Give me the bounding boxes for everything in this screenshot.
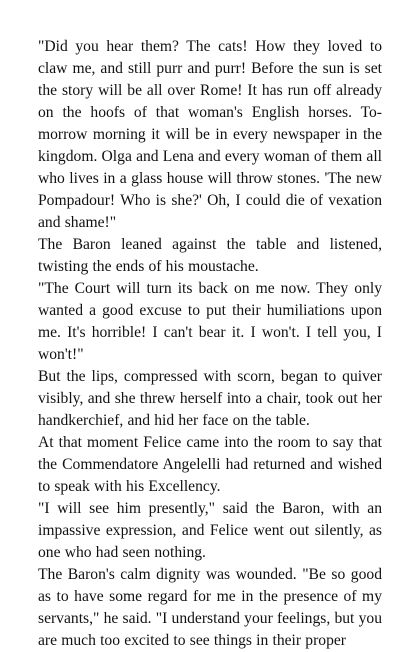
paragraph-baron-replies: "I will see him presently," said the Baron, with an impassive expression, and Felice went out silently, as one who had seen nothing.: [38, 500, 382, 561]
paragraph-cats-speech: "Did you hear them? The cats! How they loved to claw me, and still purr and purr! Before the sun is set the story will be all over Rome! It has run off already on the hoofs of that woman's English horses. To-morrow morning it will be in every newspaper in the kingdom. Olga and Lena and every woman of them all who lives in a glass house will throw stones. 'The new Pompadour! Who is she?' Oh, I could die of vexation and shame!": [38, 38, 382, 231]
paragraph-baron-dignity: The Baron's calm dignity was wounded. "Be so good as to have some regard for me in the presence of my servants," he said. "I understand your feelings, but you are much too excited to see things in their proper: [38, 566, 382, 649]
paragraph-court-speech: "The Court will turn its back on me now. They only wanted a good excuse to put their humiliations upon me. It's horrible! I can't bear it. I won't. I tell you, I won't!": [38, 280, 382, 363]
paragraph-felice-enters: At that moment Felice came into the room to say that the Commendatore Angelelli had returned and wished to speak with his Excellency.: [38, 434, 382, 495]
paragraph-lips-quiver: But the lips, compressed with scorn, began to quiver visibly, and she threw herself into a chair, took out her handkerchief, and hid her face on the table.: [38, 368, 382, 429]
book-page: [38, 36, 382, 652]
paragraph-baron-listens: The Baron leaned against the table and listened, twisting the ends of his moustache.: [38, 236, 382, 275]
